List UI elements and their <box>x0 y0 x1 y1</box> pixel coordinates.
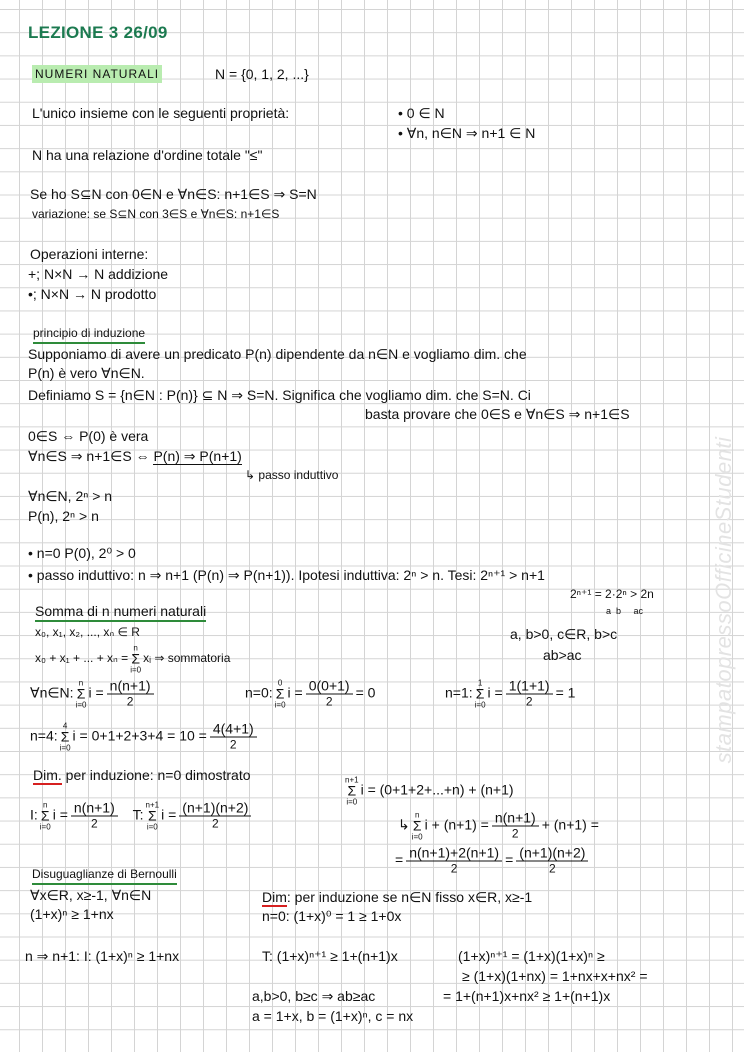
text: i = <box>287 684 303 701</box>
text-line: (1+x)ⁿ ≥ 1+nx <box>30 906 114 922</box>
text: = 0 <box>355 684 376 701</box>
text: 2 <box>511 826 519 841</box>
dim-label: Dim. <box>33 767 62 783</box>
text: = 1 <box>555 684 576 701</box>
formula <box>398 811 599 842</box>
sum-symbol <box>60 722 71 753</box>
text-line: n ⇒ n+1: I: (1+x)ⁿ ≥ 1+nx <box>25 948 180 964</box>
text: n+1 <box>145 800 160 810</box>
formula <box>30 679 157 710</box>
text-line: 0∈S ⇔ P(0) è vera <box>28 428 149 444</box>
text: i=0 <box>411 832 423 842</box>
fraction <box>506 679 553 710</box>
text: 2 <box>549 861 556 876</box>
text-line: = 1+(n+1)x+nx² ≥ 1+(n+1)x <box>443 988 611 1004</box>
section-label-naturali: NUMERI NATURALI <box>32 65 162 83</box>
text: 2 <box>126 694 134 709</box>
text: : per induzione se n∈N fisso x∈R, x≥-1 <box>286 889 533 905</box>
text: P(n) ⇒ P(n+1) <box>153 448 242 464</box>
formula <box>395 846 591 877</box>
text-line: •; N×N → N prodotto <box>28 286 157 302</box>
formula <box>30 801 254 832</box>
formula <box>445 679 575 710</box>
sum-symbol <box>146 801 160 832</box>
text: i=0 <box>346 797 358 807</box>
text: Σ <box>475 685 485 702</box>
text: (n+1)(n+2) <box>179 801 251 817</box>
text-line: (1+x)ⁿ⁺¹ = (1+x)(1+x)ⁿ ≥ <box>458 948 605 964</box>
text-line: a = 1+x, b = (1+x)ⁿ, c = nx <box>252 1008 414 1024</box>
text: T: <box>132 806 144 823</box>
text: n=1: <box>445 684 473 701</box>
sum-symbol <box>130 644 141 675</box>
text: n(n+1) <box>492 811 539 827</box>
text-line <box>262 888 532 906</box>
text-line: P(n) è vero ∀n∈N. <box>28 365 145 381</box>
text-line <box>35 644 230 675</box>
text-line: P(n), 2ⁿ > n <box>28 508 99 524</box>
text-line: T: (1+x)ⁿ⁺¹ ≥ 1+(n+1)x <box>262 948 398 964</box>
text: ∀n∈S ⇒ n+1∈S ⇔ <box>28 448 154 464</box>
text-line <box>28 447 242 465</box>
text-line: Definiamo S = {n∈N : P(n)} ⊆ N ⇒ S=N. Significa che vogliamo dim. che S=N. Ci <box>28 387 531 403</box>
sum-symbol <box>40 801 51 832</box>
text: 0(0+1) <box>306 679 353 695</box>
text: per induzione: n=0 dimostrato <box>61 767 251 783</box>
text: Σ <box>147 807 157 824</box>
text: i=0 <box>146 822 158 832</box>
text: i = (0+1+2+...+n) + (n+1) <box>360 781 514 798</box>
text: xᵢ ⇒ sommatoria <box>143 651 231 666</box>
text: i = <box>487 684 503 701</box>
fraction <box>210 722 257 753</box>
text: + (n+1) = <box>541 816 599 833</box>
text: (n+1)(n+2) <box>516 846 588 862</box>
text: i = <box>161 806 177 823</box>
text-line: Operazioni interne: <box>30 246 149 262</box>
section-heading-induzione: principio di induzione <box>33 324 145 344</box>
text: i=0 <box>474 700 486 710</box>
formula <box>245 679 375 710</box>
text: n <box>414 810 420 820</box>
sum-symbol <box>76 679 87 710</box>
text: Σ <box>40 807 50 824</box>
text: 2 <box>450 861 458 876</box>
text: n=0: <box>245 684 273 701</box>
text-line: n=0: (1+x)⁰ = 1 ≥ 1+0x <box>262 908 402 924</box>
text-line: ∀x∈R, x≥-1, ∀n∈N <box>30 887 152 903</box>
text: n+1 <box>345 775 359 785</box>
text: i = 0+1+2+3+4 = 10 = <box>72 727 207 744</box>
text: Σ <box>60 728 70 745</box>
text: Σ <box>131 650 140 667</box>
annotation: ↳ passo induttivo <box>245 468 339 482</box>
text: Σ <box>76 685 86 702</box>
fraction <box>71 801 118 832</box>
sum-symbol <box>475 679 486 710</box>
sum-symbol <box>275 679 286 710</box>
fraction <box>306 679 353 710</box>
text: ↳ <box>398 816 410 833</box>
text: n <box>43 800 48 810</box>
text: 4(4+1) <box>210 722 257 738</box>
text: Σ <box>412 817 422 834</box>
section-heading-somma: Somma di n numeri naturali <box>35 602 206 622</box>
text-line <box>33 766 251 784</box>
text: i + (n+1) = <box>424 816 489 833</box>
text-line: ab>ac <box>543 647 582 663</box>
text: i = <box>88 684 104 701</box>
text: n(n+1) <box>71 801 118 817</box>
text: ∀n∈N: <box>30 684 74 701</box>
fraction <box>107 679 154 710</box>
text-line: ∀n∈N, 2ⁿ > n <box>28 488 113 504</box>
text-line: a, b>0, c∈R, b>c <box>510 626 618 642</box>
text: i=0 <box>75 700 87 710</box>
annotation: a b ac <box>606 606 644 616</box>
text-line: basta provare che 0∈S e ∀n∈S ⇒ n+1∈S <box>365 406 630 422</box>
text: Σ <box>347 782 357 799</box>
text: i = <box>52 806 68 823</box>
sum-symbol <box>345 776 359 807</box>
text: 4 <box>62 721 68 731</box>
fraction <box>492 811 539 842</box>
text: i=0 <box>59 743 71 753</box>
text: 2 <box>525 694 533 709</box>
text: I: <box>30 806 38 823</box>
text: x₀ + x₁ + ... + xₙ = <box>35 651 129 666</box>
formula <box>30 722 260 753</box>
text: n=4: <box>30 727 58 744</box>
text-line: Se ho S⊆N con 0∈N e ∀n∈S: n+1∈S ⇒ S=N <box>30 186 317 202</box>
text: 1(1+1) <box>506 679 553 695</box>
text: n(n+1)+2(n+1) <box>406 846 502 862</box>
sum-symbol <box>412 811 423 842</box>
text-line: +; N×N → N addizione <box>28 266 169 282</box>
text: 0 <box>277 678 283 688</box>
text: 2 <box>229 737 237 752</box>
text: Σ <box>275 685 285 702</box>
text-line: • passo induttivo: n ⇒ n+1 (P(n) ⇒ P(n+1)). Ipotesi induttiva: 2ⁿ > n. Tesi: 2ⁿ⁺¹ > n+1 <box>28 567 545 583</box>
text-line: a,b>0, b≥c ⇒ ab≥ac <box>252 988 376 1004</box>
text: 2 <box>90 816 98 831</box>
dim-label: Dim <box>262 889 287 905</box>
text: = <box>395 851 404 868</box>
text-line: • ∀n, n∈N ⇒ n+1 ∈ N <box>398 125 536 141</box>
section-heading-bernoulli: Disuguaglianze di Bernoulli <box>32 865 177 885</box>
text: 1 <box>477 678 483 688</box>
text-line: 2ⁿ⁺¹ = 2·2ⁿ > 2n <box>570 587 654 601</box>
text-line: • 0 ∈ N <box>398 105 445 121</box>
formula <box>343 776 514 807</box>
text: i=0 <box>39 822 51 832</box>
text-line: variazione: se S⊆N con 3∈S e ∀n∈S: n+1∈S <box>32 207 280 221</box>
text-line: Supponiamo di avere un predicato P(n) dipendente da n∈N e vogliamo dim. che <box>28 346 527 362</box>
text-line: L'unico insieme con le seguenti proprietà: <box>32 105 290 121</box>
fraction <box>406 846 502 877</box>
watermark: stampatopressoOfficineStudenti <box>711 436 736 764</box>
text: 2 <box>212 816 219 831</box>
text: n <box>78 678 84 688</box>
text: n(n+1) <box>107 679 154 695</box>
text: n <box>133 643 138 653</box>
fraction <box>179 801 251 832</box>
text: i=0 <box>274 700 286 710</box>
fraction <box>516 846 588 877</box>
text-line: x₀, x₁, x₂, ..., xₙ ∈ R <box>35 625 140 639</box>
text: i=0 <box>130 665 142 675</box>
set-definition: N = {0, 1, 2, ...} <box>215 66 309 82</box>
text-line: ≥ (1+x)(1+nx) = 1+nx+x+nx² = <box>462 968 648 984</box>
text-line: • n=0 P(0), 2⁰ > 0 <box>28 545 136 561</box>
page-title: LEZIONE 3 26/09 <box>28 23 168 42</box>
text-line: N ha una relazione d'ordine totale "≤" <box>32 147 263 163</box>
text: 2 <box>325 694 333 709</box>
text: = <box>505 851 514 868</box>
